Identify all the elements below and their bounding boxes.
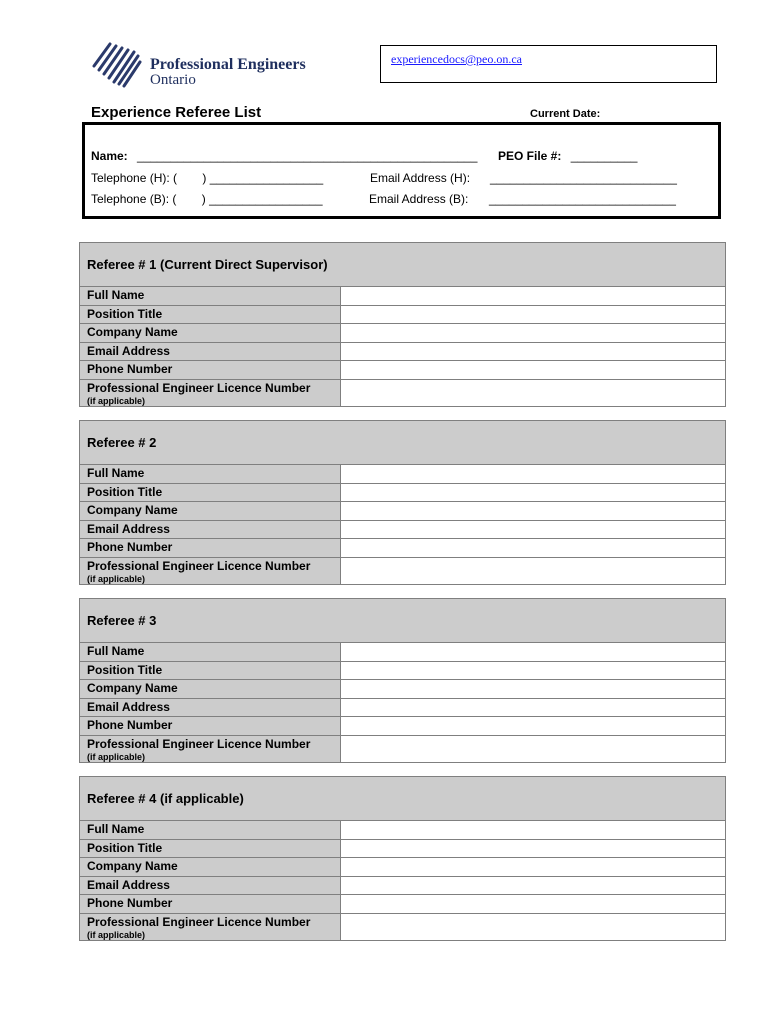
position-title-label: Position Title (80, 840, 341, 858)
phone-number-field[interactable] (341, 539, 725, 557)
position-title-label: Position Title (80, 306, 341, 324)
table-row (80, 380, 725, 406)
email-home-line[interactable]: ____________________________ (490, 171, 677, 185)
phone-number-label: Phone Number (80, 361, 341, 379)
email-address-label: Email Address (80, 343, 341, 361)
name-row (91, 149, 477, 163)
licence-sub-text: (if applicable) (87, 395, 146, 406)
full-name-label: Full Name (80, 643, 341, 661)
referee-4-table (79, 776, 726, 941)
table-row (80, 680, 725, 699)
email-box (380, 45, 717, 83)
peo-file-label: PEO File #: (498, 149, 562, 163)
table-row (80, 717, 725, 736)
peo-logo (88, 36, 308, 90)
licence-number-label (80, 380, 341, 406)
licence-number-text: Professional Engineer Licence Number (87, 558, 311, 573)
phone-number-label: Phone Number (80, 539, 341, 557)
licence-number-field[interactable] (341, 558, 725, 584)
full-name-field[interactable] (341, 465, 725, 483)
tel-bus-row (91, 192, 323, 206)
licence-sub-text: (if applicable) (87, 929, 146, 940)
name-label: Name: (91, 149, 128, 163)
referee-4-title: Referee # 4 (if applicable) (80, 777, 725, 821)
position-title-field[interactable] (341, 306, 725, 324)
company-name-label: Company Name (80, 680, 341, 698)
table-row (80, 840, 725, 859)
email-address-field[interactable] (341, 521, 725, 539)
licence-sub-text: (if applicable) (87, 573, 146, 584)
company-name-field[interactable] (341, 502, 725, 520)
current-date-label: Current Date: (530, 108, 601, 120)
referee-2-title: Referee # 2 (80, 421, 725, 465)
position-title-field[interactable] (341, 662, 725, 680)
table-row (80, 895, 725, 914)
licence-number-text: Professional Engineer Licence Number (87, 914, 311, 929)
peo-logo-icon (88, 36, 148, 90)
full-name-label: Full Name (80, 821, 341, 839)
licence-number-text: Professional Engineer Licence Number (87, 380, 311, 395)
table-row (80, 521, 725, 540)
phone-number-label: Phone Number (80, 895, 341, 913)
peo-file-line[interactable]: __________ (570, 149, 638, 163)
phone-number-field[interactable] (341, 717, 725, 735)
full-name-field[interactable] (341, 821, 725, 839)
position-title-field[interactable] (341, 484, 725, 502)
table-row (80, 343, 725, 362)
licence-number-field[interactable] (341, 380, 725, 406)
company-name-label: Company Name (80, 858, 341, 876)
table-row (80, 484, 725, 503)
licence-number-field[interactable] (341, 736, 725, 762)
table-row (80, 465, 725, 484)
referee-3-table (79, 598, 726, 763)
tel-bus-label: Telephone (B): ( (91, 192, 177, 206)
licence-number-label (80, 914, 341, 940)
position-title-field[interactable] (341, 840, 725, 858)
table-row (80, 502, 725, 521)
page-title: Experience Referee List (91, 104, 262, 121)
applicant-info-box (82, 122, 721, 219)
phone-number-label: Phone Number (80, 717, 341, 735)
referee-1-table (79, 242, 726, 407)
table-row (80, 361, 725, 380)
tel-home-line[interactable]: ) _________________ (202, 171, 324, 185)
email-address-label: Email Address (80, 699, 341, 717)
email-bus-line[interactable]: ____________________________ (489, 192, 676, 206)
position-title-label: Position Title (80, 662, 341, 680)
table-row (80, 914, 725, 940)
referee-2-table (79, 420, 726, 585)
table-row (80, 643, 725, 662)
logo-org-line1: Professional Engineers (150, 56, 306, 73)
tel-bus-line[interactable]: ) _________________ (201, 192, 323, 206)
licence-number-label (80, 736, 341, 762)
referee-1-title: Referee # 1 (Current Direct Supervisor) (80, 243, 725, 287)
company-name-label: Company Name (80, 502, 341, 520)
email-address-field[interactable] (341, 343, 725, 361)
email-home-label: Email Address (H): (370, 171, 471, 185)
phone-number-field[interactable] (341, 361, 725, 379)
table-row (80, 324, 725, 343)
table-row (80, 306, 725, 325)
table-row (80, 539, 725, 558)
table-row (80, 558, 725, 584)
referee-3-title: Referee # 3 (80, 599, 725, 643)
email-address-label: Email Address (80, 877, 341, 895)
email-link[interactable]: experiencedocs@peo.on.ca (391, 52, 522, 66)
company-name-field[interactable] (341, 680, 725, 698)
table-row (80, 662, 725, 681)
table-row (80, 821, 725, 840)
licence-number-text: Professional Engineer Licence Number (87, 736, 311, 751)
tel-home-label: Telephone (H): ( (91, 171, 178, 185)
licence-number-field[interactable] (341, 914, 725, 940)
full-name-field[interactable] (341, 287, 725, 305)
full-name-field[interactable] (341, 643, 725, 661)
licence-number-label (80, 558, 341, 584)
email-bus-label: Email Address (B): (369, 192, 469, 206)
position-title-label: Position Title (80, 484, 341, 502)
company-name-field[interactable] (341, 324, 725, 342)
full-name-label: Full Name (80, 465, 341, 483)
name-line[interactable]: ___________________________________________________ (137, 149, 478, 163)
logo-org-line2: Ontario (150, 72, 196, 88)
tel-home-row (91, 171, 323, 185)
peo-file-row (498, 149, 637, 163)
email-address-field[interactable] (341, 699, 725, 717)
phone-number-field[interactable] (341, 895, 725, 913)
table-row (80, 287, 725, 306)
table-row (80, 858, 725, 877)
company-name-label: Company Name (80, 324, 341, 342)
licence-sub-text: (if applicable) (87, 751, 146, 762)
full-name-label: Full Name (80, 287, 341, 305)
email-address-label: Email Address (80, 521, 341, 539)
table-row (80, 877, 725, 896)
table-row (80, 736, 725, 762)
email-address-field[interactable] (341, 877, 725, 895)
table-row (80, 699, 725, 718)
company-name-field[interactable] (341, 858, 725, 876)
